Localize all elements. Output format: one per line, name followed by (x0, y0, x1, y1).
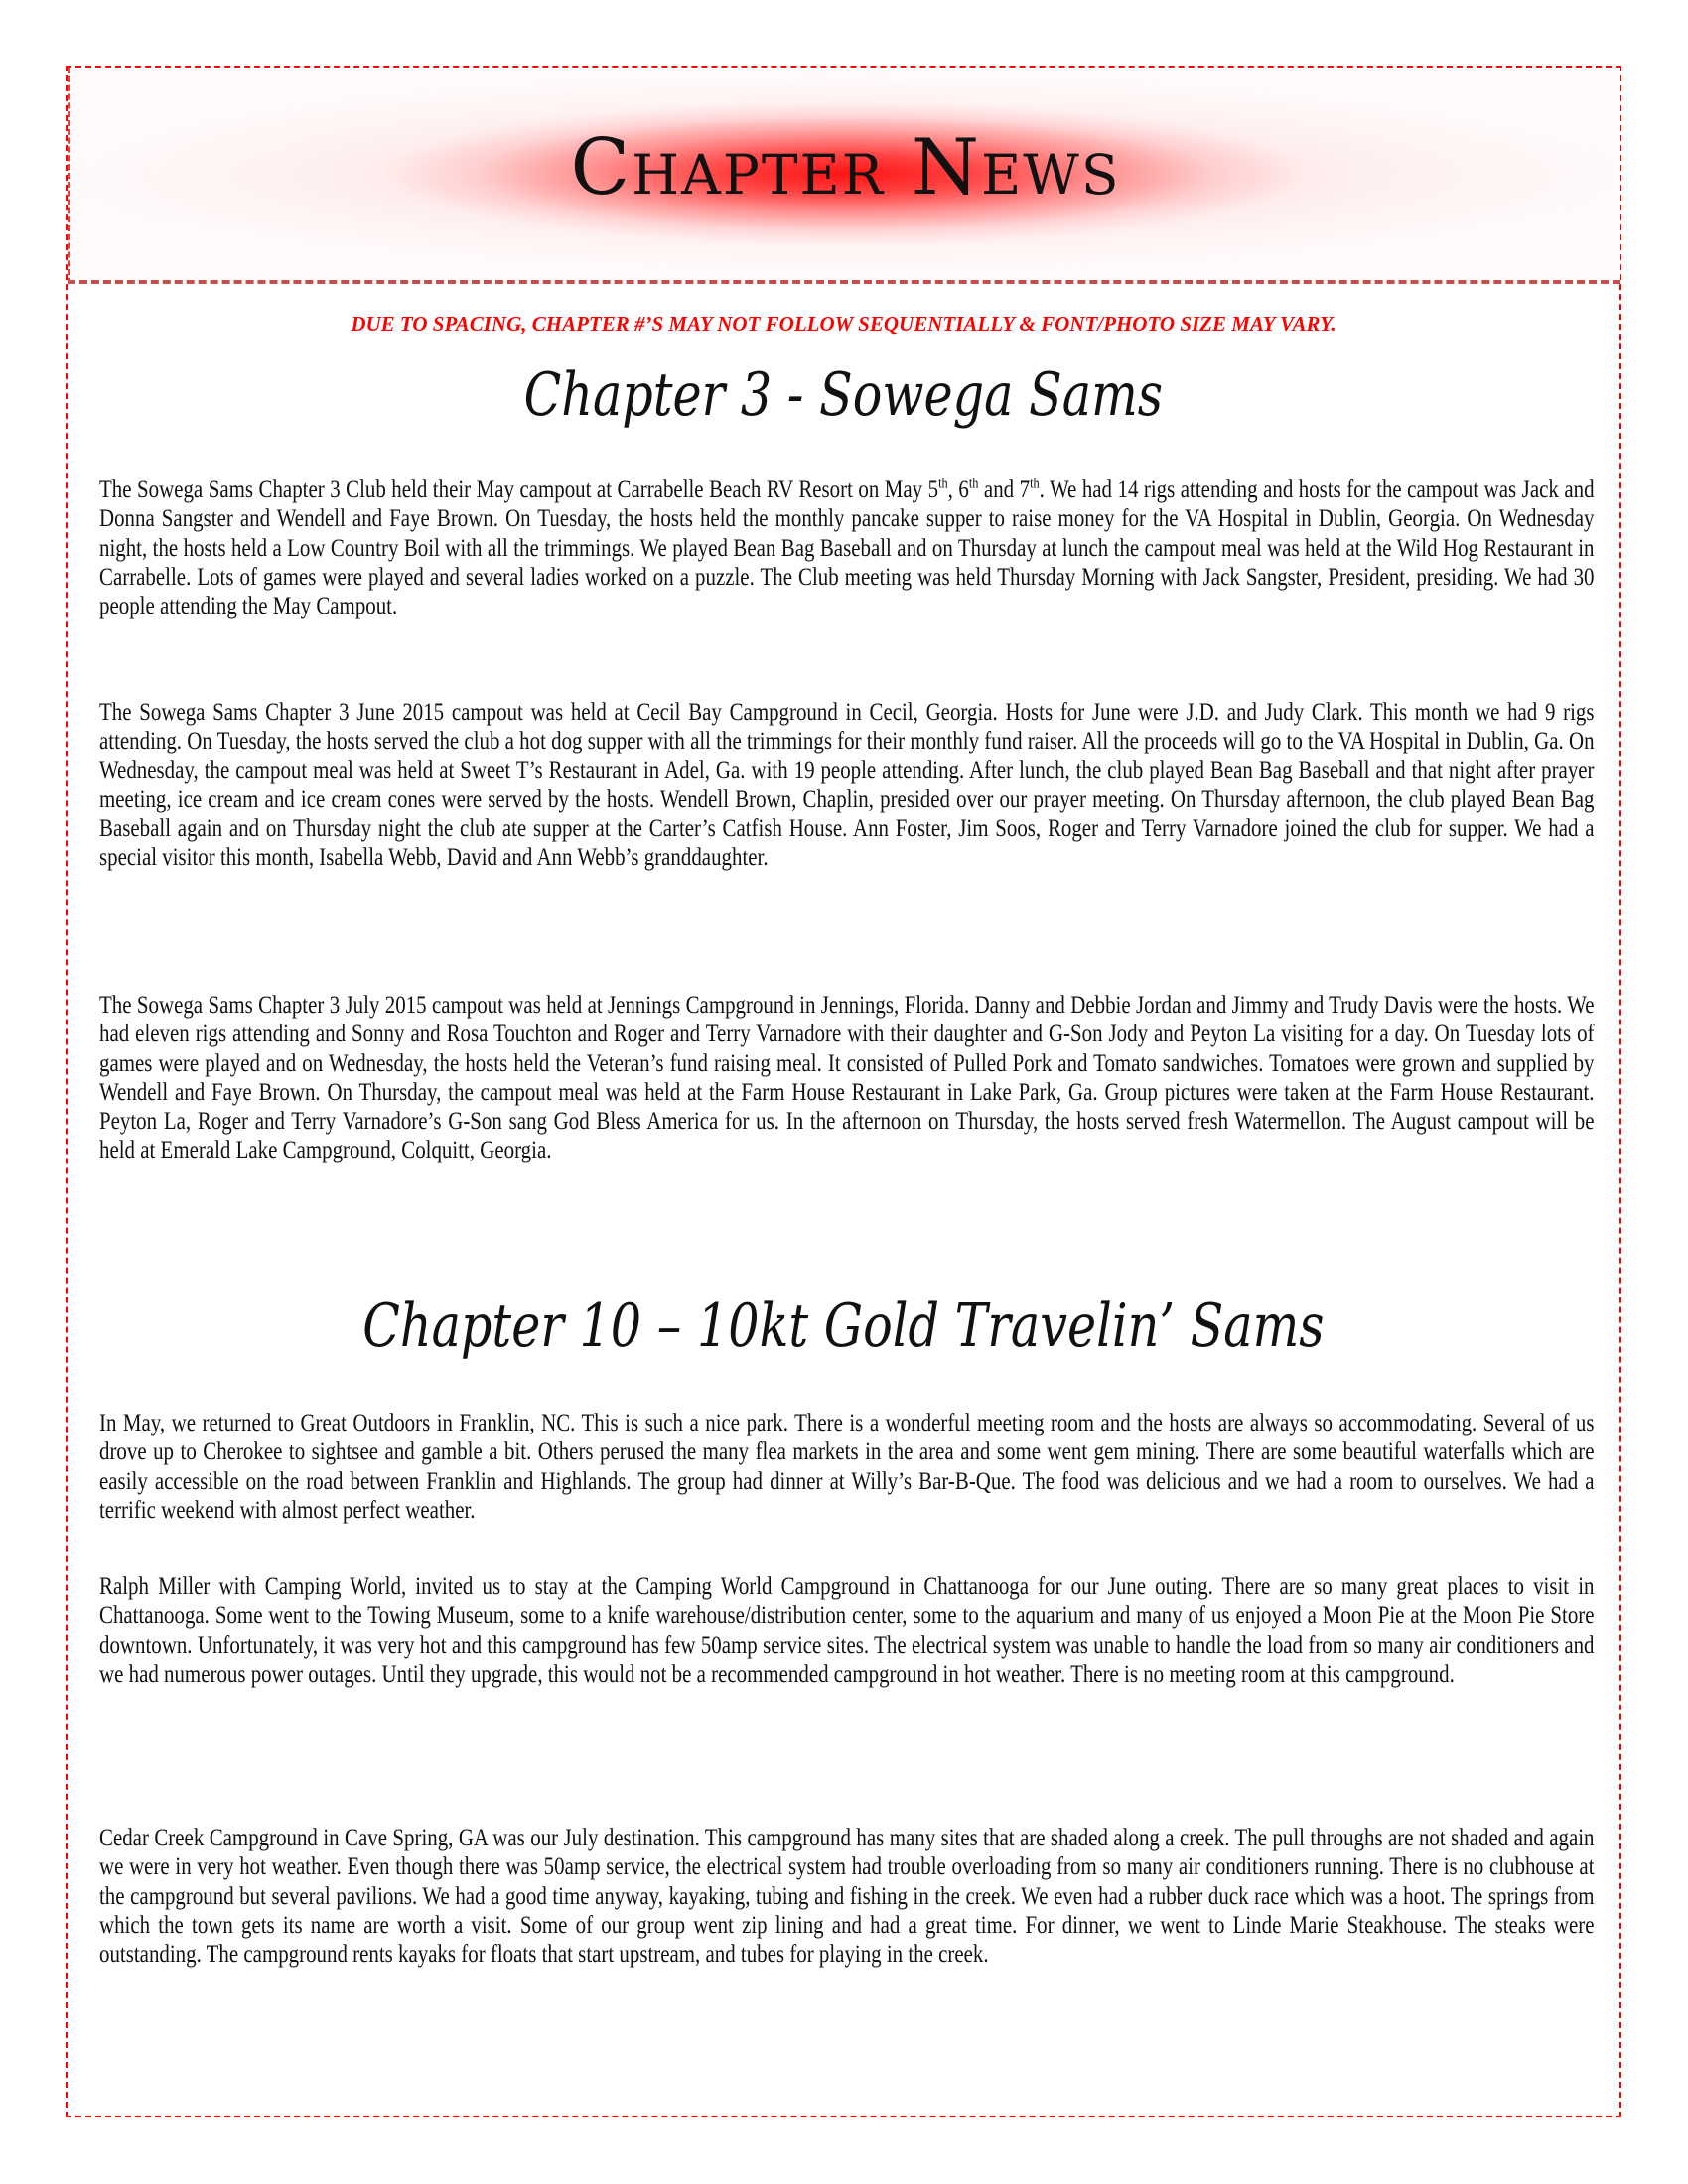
chapter-3-paragraph-3: The Sowega Sams Chapter 3 July 2015 campout was held at Jennings Campground in Jennings, Florida. Danny and Debbie Jordan and Jimmy and Trudy Davis were the hosts. We had eleven rigs attending and Sonny and Rosa Touchton and Roger and Terry Varnadore with their daughter and G-Son Jody and Peyton La visiting for a day. On Tuesday lots of games were played and on Wednesday, the hosts held the Veteran’s fund raising meal. It consisted of Pulled Pork and Tomato sandwiches. Tomatoes were grown and supplied by Wendell and Faye Brown. On Thursday, the campout meal was held at the Farm House Restaurant in Lake Park, Ga. Group pictures were taken at the Farm House Restaurant. Peyton La, Roger and Terry Varnadore’s G-Son sang God Bless America for us. In the afternoon on Thursday, the hosts served fresh Watermellon. The August campout will be held at Emerald Lake Campground, Colquitt, Georgia. (99, 990, 1595, 1164)
spacing-notice: DUE TO SPACING, CHAPTER #’S MAY NOT FOLLOW SEQUENTIALLY & FONT/PHOTO SIZE MAY VARY. (351, 312, 1336, 336)
chapter-3-heading-text: Chapter 3 - Sowega Sams (523, 360, 1164, 430)
chapter-3-heading (66, 360, 1621, 430)
chapter-3-paragraph-1 (99, 475, 1595, 619)
paragraph-text: The Sowega Sams Chapter 3 Club held their May campout at Carrabelle Beach RV Resort on May 5 (99, 475, 939, 503)
chapter-10-section (99, 1408, 1595, 1539)
page-title: Chapter News (570, 123, 1121, 212)
chapter-3-section (99, 475, 1595, 634)
ordinal-suffix: th (968, 476, 979, 492)
chapter-3-section-2 (99, 697, 1595, 887)
ordinal-suffix: th (938, 476, 948, 492)
chapter-10-section-2 (99, 1571, 1595, 1703)
paragraph-text: and 7 (978, 475, 1031, 503)
paragraph-text: . We had 14 rigs attending and hosts for the campout was Jack and Donna Sangster and Wendell and Faye Brown. On Tuesday, the hosts held the monthly pancake supper to raise money for the VA Hospital in Dublin, Georgia. On Wednesday night, the hosts held a Low Country Boil with all the trimmings. We played Bean Bag Baseball and on Thursday at lunch the campout meal was held at the Wild Hog Restaurant in Carrabelle. Lots of games were played and several ladies worked on a puzzle. The Club meeting was held Thursday Morning with Jack Sangster, President, presiding. We had 30 people attending the May Campout. (99, 475, 1595, 620)
ordinal-suffix: th (1030, 476, 1040, 492)
header-banner (68, 68, 1620, 284)
chapter-10-section-3 (99, 1823, 1595, 1982)
chapter-10-paragraph-2: Ralph Miller with Camping World, invited us to stay at the Camping World Campground in Chattanooga for our June outing. There are so many great places to visit in Chattanooga. Some went to the Towing Museum, some to a knife warehouse/distribution center, some to the aquarium and many of us enjoyed a Moon Pie at the Moon Pie Store downtown. Unfortunately, it was very hot and this campground has few 50amp service sites. The electrical system was unable to handle the load from so many air conditioners and we had numerous power outages. Until they upgrade, this would not be a recommended campground in hot weather. There is no meeting room at this campground. (99, 1571, 1595, 1688)
chapter-3-section-3 (99, 990, 1595, 1179)
chapter-10-heading (66, 1292, 1621, 1361)
chapter-10-paragraph-3: Cedar Creek Campground in Cave Spring, GA was our July destination. This campground has many sites that are shaded along a creek. The pull throughs are not shaded and again we were in very hot weather. Even though there was 50amp service, the electrical system had trouble overloading from so many air conditioners running. There is no clubhouse at the campground but several pavilions. We had a good time anyway, kayaking, tubing and fishing in the creek. We even had a rubber duck race which was a hoot. The springs from which the town gets its name are worth a visit. Some of our group went zip lining and had a great time. For dinner, we went to Linde Marie Steakhouse. The steaks were outstanding. The campground rents kayaks for floats that start upstream, and tubes for playing in the creek. (99, 1823, 1595, 1969)
chapter-10-paragraph-1: In May, we returned to Great Outdoors in Franklin, NC. This is such a nice park. There is a wonderful meeting room and the hosts are always so accommodating. Several of us drove up to Cherokee to sightsee and gamble a bit. Others perused the many flea markets in the area and some went gem mining. There are some beautiful waterfalls which are easily accessible on the road between Franklin and Highlands. The group had dinner at Willy’s Bar-B-Que. The food was delicious and we had a room to ourselves. We had a terrific weekend with almost perfect weather. (99, 1408, 1595, 1524)
chapter-3-paragraph-2: The Sowega Sams Chapter 3 June 2015 campout was held at Cecil Bay Campground in Cecil, Georgia. Hosts for June were J.D. and Judy Clark. This month we had 9 rigs attending. On Tuesday, the hosts served the club a hot dog supper with all the trimmings for their monthly fund raiser. All the proceeds will go to the VA Hospital in Dublin, Ga. On Wednesday, the campout meal was held at Sweet T’s Restaurant in Adel, Ga. with 19 people attending. After lunch, the club played Bean Bag Baseball and that night after prayer meeting, ice cream and ice cream cones were served by the hosts. Wendell Brown, Chaplin, presided over our prayer meeting. On Thursday afternoon, the club played Bean Bag Baseball again and on Thursday night the club ate supper at the Carter’s Catfish House. Ann Foster, Jim Soos, Roger and Terry Varnadore joined the club for supper. We had a special visitor this month, Isabella Webb, David and Ann Webb’s granddaughter. (99, 697, 1595, 872)
paragraph-text: , 6 (947, 475, 969, 503)
chapter-10-heading-text: Chapter 10 – 10kt Gold Travelin’ Sams (362, 1292, 1325, 1361)
